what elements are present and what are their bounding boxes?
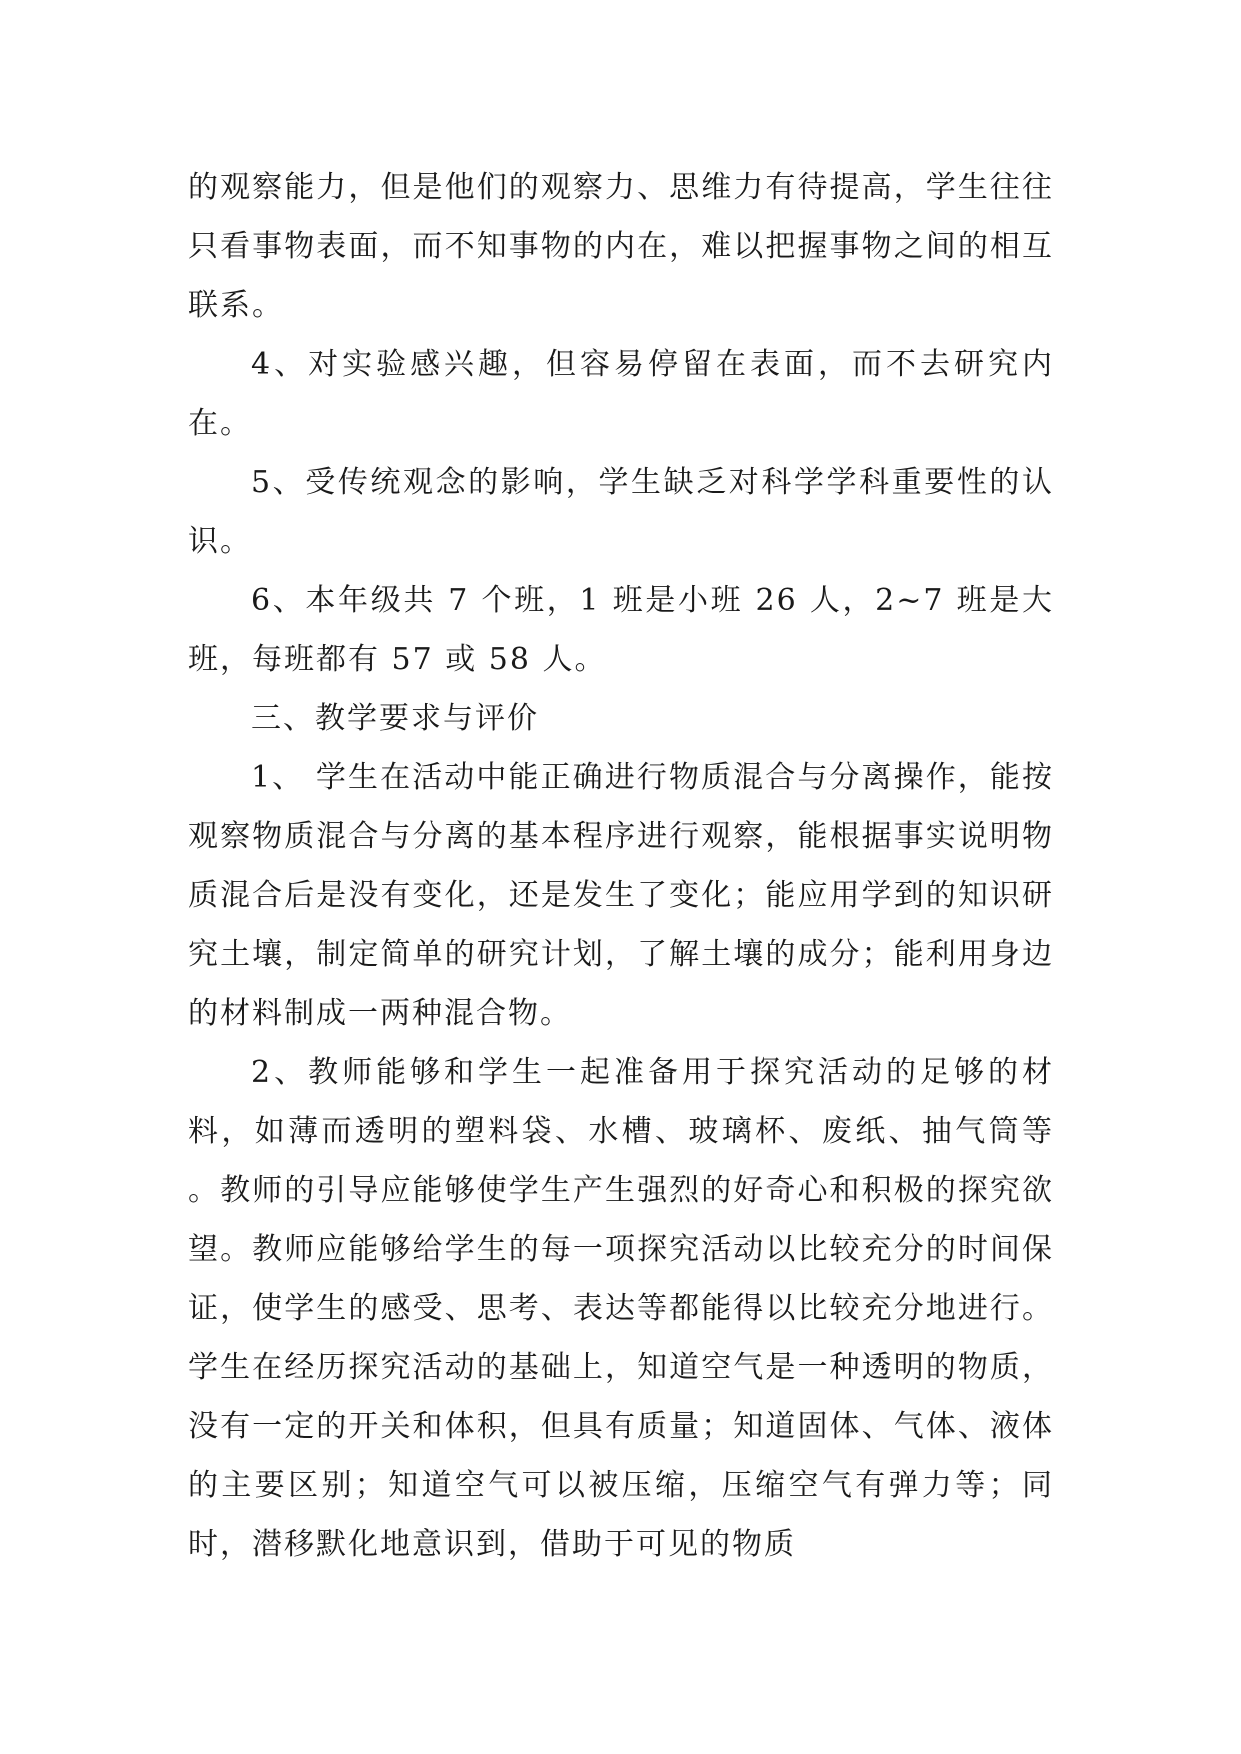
paragraph-requirement-2: 2、教师能够和学生一起准备用于探究活动的足够的材料，如薄而透明的塑料袋、水槽、玻璃杯、废纸、抽气筒等 。教师的引导应能够使学生产生强烈的好奇心和积极的探究欲望。教师应能够给学生的每一项探究活动以比较充分的时间保证，使学生的感受、思考、表达等都能得以比较充分地进行。学生在经历探究活动的基础上，知道空气是一种透明的物质，没有一定的开关和体积，但具有质量；知道固体、气体、液体的主要区别；知道空气可以被压缩，压缩空气有弹力等；同时，潜移默化地意识到，借助于可见的物质 [188, 1055, 1054, 1562]
paragraph-item-6: 6、本年级共 7 个班，1 班是小班 26 人，2~7 班是大班，每班都有 57 或 58 人。 [188, 583, 1054, 677]
document-body [188, 158, 1054, 1574]
paragraph-continuation: 的观察能力，但是他们的观察力、思维力有待提高，学生往往只看事物表面，而不知事物的内在，难以把握事物之间的相互联系。 [188, 170, 1054, 323]
paragraph-requirement-1: 1、 学生在活动中能正确进行物质混合与分离操作，能按观察物质混合与分离的基本程序进行观察，能根据事实说明物质混合后是没有变化，还是发生了变化；能应用学到的知识研究土壤，制定简单的研究计划，了解土壤的成分；能利用身边的材料制成一两种混合物。 [188, 760, 1054, 1031]
paragraph-item-4: 4、对实验感兴趣，但容易停留在表面，而不去研究内在。 [188, 347, 1054, 441]
paragraph-item-5: 5、受传统观念的影响，学生缺乏对科学学科重要性的认识。 [188, 465, 1054, 559]
section-heading-3: 三、教学要求与评价 [251, 701, 539, 736]
